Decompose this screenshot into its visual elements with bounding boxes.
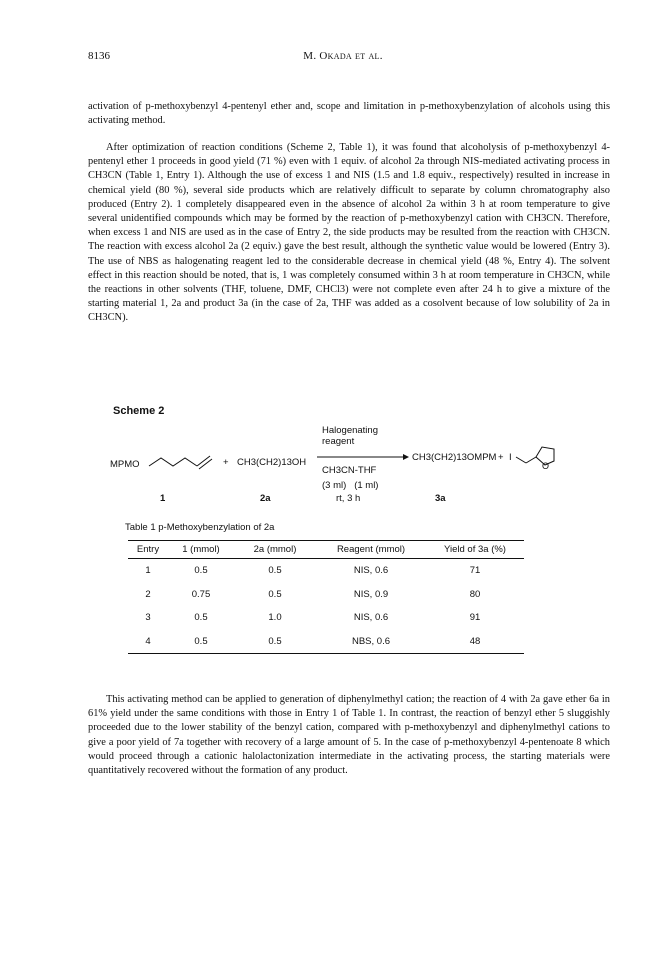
table-cell: 80 — [469, 588, 481, 600]
table-cell: 71 — [469, 565, 481, 577]
body-paragraph-3: This activating method can be applied to generation of diphenylmethyl cation; the reaction of 4 with 2a gave ether 6a in 61% yield under the same conditions with those in Entry 1 of Table 1. In contrast, the reaction of benzyl ether 5 sluggishly proceeded due to the lower stability of the benzyl cation, compared with p-methoxybenzyl and diphenylmethyl cations to give a poor yield of 7a together with recovery of a large amount of 5. In the case of p-methoxybenzyl 4-pentenoate 8 which would proceed through a cationic halolactonization intermediate in the activating process, the starting materials were quantitatively recovered without the formation of any product. — [88, 694, 610, 777]
reagent-line-1: Halogenating — [322, 425, 378, 436]
reaction-scheme — [110, 425, 650, 515]
volume-line: (3 ml) (1 ml) — [322, 480, 379, 491]
reactant-2-label: CH3(CH2)13OH — [237, 457, 307, 468]
col-header-1-mmol: 1 (mmol) — [168, 541, 234, 559]
table-cell: 0.5 — [168, 630, 234, 654]
reaction-arrow — [317, 453, 409, 461]
col-header-yield: Yield of 3a (%) — [426, 541, 524, 559]
table-header-row — [128, 541, 524, 559]
table-cell: 1.0 — [268, 612, 282, 624]
ring-oxygen-label: O — [542, 461, 550, 471]
table-cell: 48 — [426, 630, 524, 654]
results-table — [128, 540, 524, 654]
page-header — [88, 50, 598, 66]
reactant-1-label: MPMO — [110, 459, 140, 470]
table-cell: NBS, 0.6 — [316, 630, 426, 654]
table-cell: 4 — [128, 630, 168, 654]
plus-sign: + — [223, 457, 229, 468]
table-cell: 0.5 — [194, 612, 208, 624]
col-header-entry: Entry — [128, 541, 168, 559]
iodo-label: I — [509, 452, 512, 463]
table-cell: 0.5 — [194, 565, 208, 577]
table-cell: NIS, 0.9 — [353, 588, 389, 600]
table-cell: 0.5 — [268, 565, 282, 577]
table-cell: 0.5 — [234, 630, 316, 654]
iodomethyl-thf-structure — [512, 443, 560, 473]
table-cell: NIS, 0.6 — [353, 612, 389, 624]
running-head: M. Okada et al. — [303, 50, 383, 62]
scheme-title: Scheme 2 — [113, 405, 165, 417]
table-row — [128, 630, 524, 654]
table-cell: 2 — [145, 588, 151, 600]
table-cell: 1 — [145, 565, 151, 577]
plus-sign-2: + — [498, 452, 504, 463]
reactant-2-number: 2a — [260, 493, 271, 504]
table-cell: 0.5 — [268, 588, 282, 600]
solvent-line: CH3CN-THF — [322, 465, 377, 476]
table-row — [128, 559, 524, 583]
table-row — [128, 606, 524, 630]
table-cell: NIS, 0.6 — [353, 565, 389, 577]
table-cell: 3 — [145, 612, 151, 624]
col-header-2a-mmol: 2a (mmol) — [234, 541, 316, 559]
product-label: CH3(CH2)13OMPM — [412, 452, 497, 463]
body-paragraph-1: activation of p-methoxybenzyl 4-pentenyl ether and, scope and limitation in p-methoxybenzylation of alcohols using this activating method. — [88, 101, 610, 127]
product-number: 3a — [435, 493, 446, 504]
table-cell: 91 — [469, 612, 481, 624]
col-header-reagent: Reagent (mmol) — [316, 541, 426, 559]
conditions-line: rt, 3 h — [336, 493, 361, 504]
reactant-1-number: 1 — [160, 493, 166, 504]
page-number: 8136 — [88, 50, 110, 62]
table-caption: Table 1 p-Methoxybenzylation of 2a — [125, 522, 275, 533]
pentenyl-chain-structure — [147, 452, 217, 474]
table-cell: 0.75 — [191, 588, 211, 600]
body-paragraph-2: After optimization of reaction conditions (Scheme 2, Table 1), it was found that alcoholysis of p-methoxybenzyl 4-pentenyl ether 1 proceeds in good yield (71 %) even with 1 equiv. of alcohol 2a through NIS-mediated activating process in CH3CN (Table 1, Entry 1). Although the use of excess 1 and NIS (1.5 and 1.8 equiv., respectively) resulted in increase in chemical yield (80 %), several side products which are relatively difficult to separate by column chromatography also produced (Entry 2). 1 completely disappeared even in the absence of alcohol 2a within 3 h at room temperature to give several unidentified compounds which may be formed by the reaction of p-methoxybenzyl cation with CH3CN. Therefore, when excess 1 and NIS are used as in the case of Entry 2, the side products may be resulted from the reaction with CH3CN. The reaction with excess alcohol 2a (2 equiv.) gave the best result, although the synthetic value would be lowered (Entry 3). The use of NBS as halogenating reagent led to the considerable decrease in chemical yield (48 %, Entry 4). The solvent effect in this reaction should be noted, that is, 1 was completely consumed within 3 h at room temperature in CH3CN, while the reactions in other solvents (THF, toluene, DMF, CHCl3) were not complete even after 24 h to give a mixture of the starting material 1, 2a and product 3a (in the case of 2a, THF was added as a cosolvent because of low solubility of 2a in CH3CN). — [88, 142, 610, 324]
table-row — [128, 583, 524, 607]
reagent-line-2: reagent — [322, 436, 355, 447]
